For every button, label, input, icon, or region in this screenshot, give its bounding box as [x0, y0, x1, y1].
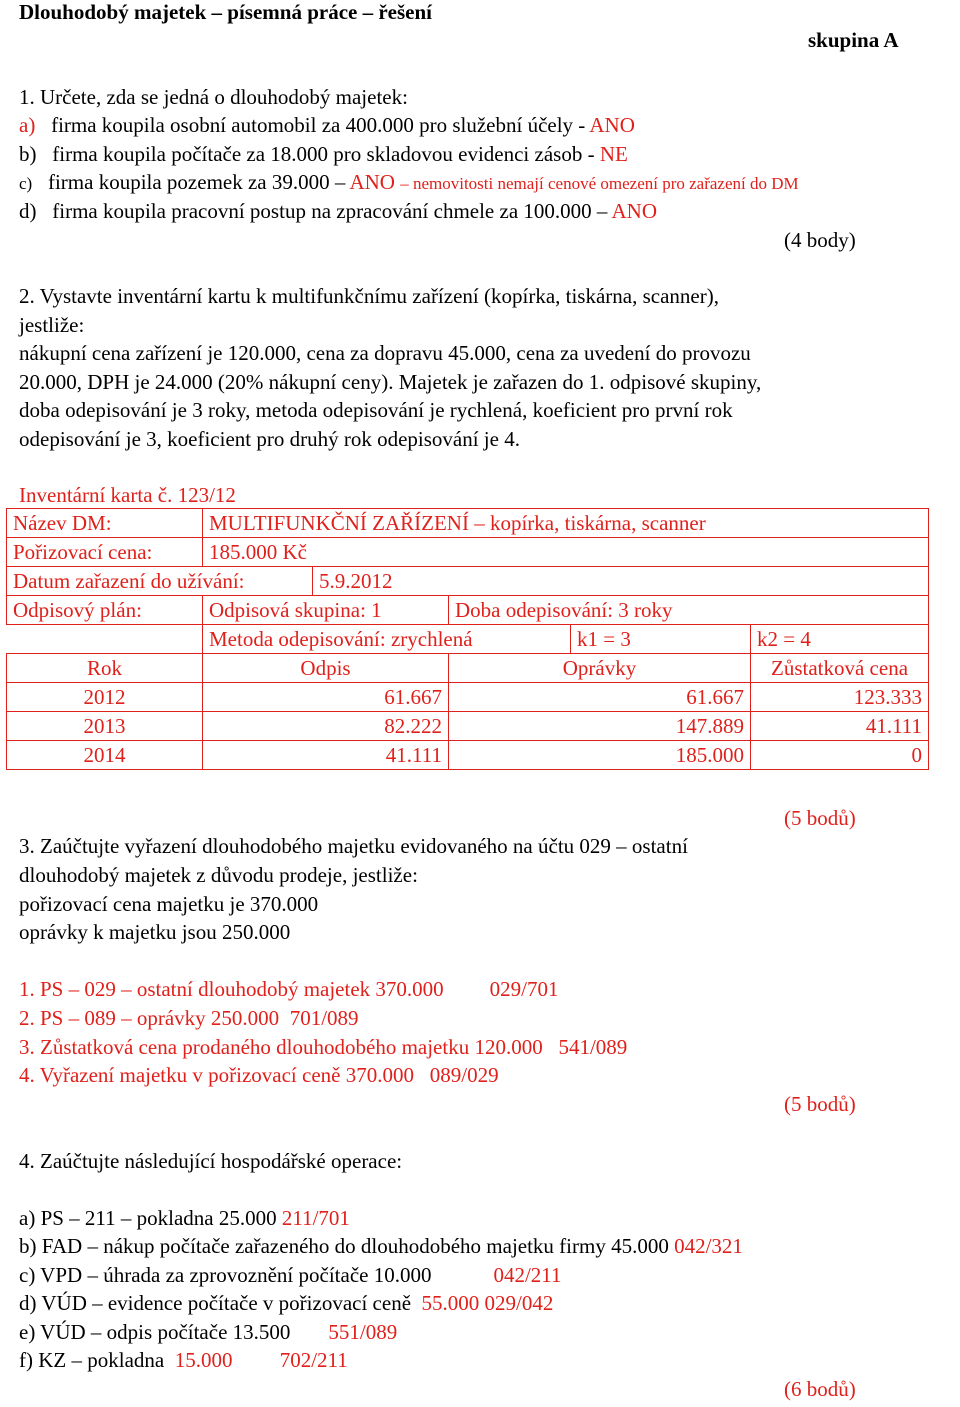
table-row: [7, 683, 929, 712]
q4-op: [19, 1234, 743, 1258]
q4-op-text: d) VÚD – evidence počítače v pořizovací ceně: [19, 1291, 412, 1315]
inventory-card: [6, 508, 929, 770]
cell-residual: 41.111: [751, 712, 929, 741]
q4-op-account: 042/211: [493, 1263, 562, 1287]
q4-op-account: 551/089: [328, 1320, 398, 1344]
q2-points: (5 bodů): [784, 806, 856, 830]
plan-label: Odpisový plán:: [7, 596, 203, 625]
q4-op: [19, 1291, 553, 1315]
q4-op-account: 042/321: [674, 1234, 743, 1258]
cost-value: 185.000 Kč: [203, 538, 929, 567]
q1-item-text: firma koupila pozemek za 39.000 –: [47, 170, 346, 194]
cell-depreciation: 61.667: [203, 683, 449, 712]
q3-points: (5 bodů): [784, 1092, 856, 1116]
q2-line: 20.000, DPH je 24.000 (20% nákupní ceny). Majetek je zařazen do 1. odpisové skupiny,: [19, 370, 762, 394]
q4-op-account: 15.000 702/211: [174, 1348, 348, 1372]
q3-entry-text: 2. PS – 089 – oprávky 250.000: [19, 1006, 280, 1030]
q1-item-answer: NE: [599, 142, 628, 166]
cell-accumulated: 61.667: [449, 683, 751, 712]
q4-op-text: b) FAD – nákup počítače zařazeného do dlouhodobého majetku firmy 45.000: [19, 1234, 669, 1258]
q4-op-text: e) VÚD – odpis počítače 13.500: [19, 1320, 291, 1344]
q1-item-label: b): [19, 142, 37, 166]
q1-item-answer: ANO: [611, 199, 657, 223]
header-depreciation: Odpis: [203, 654, 449, 683]
q1-item-text: firma koupila osobní automobil za 400.000 pro služební účely -: [51, 113, 586, 137]
group-value: Odpisová skupina: 1: [203, 596, 449, 625]
name-value: MULTIFUNKČNÍ ZAŘÍZENÍ – kopírka, tiskárna, scanner: [203, 509, 929, 538]
q4-op: [19, 1263, 562, 1287]
q3-entry-text: 4. Vyřazení majetku v pořizovací ceně 370.000: [19, 1063, 414, 1087]
table-row: [7, 741, 929, 770]
inventory-card-title: Inventární karta č. 123/12: [19, 483, 236, 507]
q2-line: 2. Vystavte inventární kartu k multifunkčnímu zařízení (kopírka, tiskárna, scanner),: [19, 284, 719, 308]
q3-entry: [19, 1006, 359, 1030]
q1-points: (4 body): [784, 228, 856, 252]
header-residual: Zůstatková cena: [751, 654, 929, 683]
header-year: Rok: [7, 654, 203, 683]
q4-op-account: 211/701: [281, 1206, 350, 1230]
cell-residual: 0: [751, 741, 929, 770]
q1-item-label: a): [19, 113, 36, 137]
header-accumulated: Oprávky: [449, 654, 751, 683]
cell-accumulated: 147.889: [449, 712, 751, 741]
q1-item-text: firma koupila počítače za 18.000 pro skladovou evidenci zásob -: [52, 142, 595, 166]
table-header-row: [7, 654, 929, 683]
q1-item-a: [19, 113, 635, 137]
date-value: 5.9.2012: [313, 567, 929, 596]
q3-entry: [19, 1063, 499, 1087]
q3-entry: [19, 977, 559, 1001]
name-label: Název DM:: [7, 509, 203, 538]
q1-item-c: [19, 170, 799, 196]
q3-line: dlouhodobý majetek z důvodu prodeje, jestliže:: [19, 863, 418, 887]
card-row-date: [7, 567, 929, 596]
q4-op: [19, 1206, 350, 1230]
q4-op-text: c) VPD – úhrada za zprovoznění počítače 10.000: [19, 1263, 432, 1287]
q1-heading: 1. Určete, zda se jedná o dlouhodobý majetek:: [19, 85, 408, 109]
table-row: [7, 712, 929, 741]
q2-line: odepisování je 3, koeficient pro druhý rok odepisování je 4.: [19, 427, 520, 451]
q3-entry-account: 701/089: [289, 1006, 359, 1030]
q1-item-d: [19, 199, 657, 223]
cell-accumulated: 185.000: [449, 741, 751, 770]
k1-value: k1 = 3: [571, 625, 751, 654]
q4-points: (6 bodů): [784, 1377, 856, 1401]
card-row-cost: [7, 538, 929, 567]
q4-op-text: a) PS – 211 – pokladna 25.000: [19, 1206, 277, 1230]
q1-item-answer: ANO: [589, 113, 635, 137]
q3-entry-account: 541/089: [558, 1035, 628, 1059]
q3-line: 3. Zaúčtujte vyřazení dlouhodobého majetku evidovaného na účtu 029 – ostatní: [19, 834, 688, 858]
q1-item-label: d): [19, 199, 37, 223]
q3-entry-text: 3. Zůstatková cena prodaného dlouhodobého majetku 120.000: [19, 1035, 543, 1059]
q2-line: nákupní cena zařízení je 120.000, cena za dopravu 45.000, cena za uvedení do provozu: [19, 341, 751, 365]
cell-year: 2013: [7, 712, 203, 741]
group-label: skupina A: [808, 28, 899, 52]
q3-entry-account: 029/701: [489, 977, 559, 1001]
method-value: Metoda odepisování: zrychlená: [203, 625, 571, 654]
q1-item-answer: ANO: [349, 170, 395, 194]
cell-depreciation: 82.222: [203, 712, 449, 741]
page-title: Dlouhodobý majetek – písemná práce – řešení: [19, 0, 432, 24]
q1-item-note: – nemovitosti nemají cenové omezení pro zařazení do DM: [400, 174, 799, 193]
cell-year: 2012: [7, 683, 203, 712]
cell-residual: 123.333: [751, 683, 929, 712]
card-row-plan: [7, 596, 929, 625]
card-row-method: [7, 625, 929, 654]
q2-line: doba odepisování je 3 roky, metoda odepisování je rychlená, koeficient pro první rok: [19, 398, 733, 422]
q3-entry: [19, 1035, 627, 1059]
q3-entry-text: 1. PS – 029 – ostatní dlouhodobý majetek 370.000: [19, 977, 444, 1001]
q1-item-b: [19, 142, 628, 166]
cell-year: 2014: [7, 741, 203, 770]
q4-op: [19, 1348, 348, 1372]
period-value: Doba odepisování: 3 roky: [449, 596, 929, 625]
date-label: Datum zařazení do užívání:: [7, 567, 313, 596]
q4-op-account: 55.000 029/042: [421, 1291, 554, 1315]
q4-op-text: f) KZ – pokladna: [19, 1348, 165, 1372]
cost-label: Pořizovací cena:: [7, 538, 203, 567]
q4-heading: 4. Zaúčtujte následující hospodářské operace:: [19, 1149, 403, 1173]
q3-line: oprávky k majetku jsou 250.000: [19, 920, 291, 944]
cell-depreciation: 41.111: [203, 741, 449, 770]
q1-item-text: firma koupila pracovní postup na zpracování chmele za 100.000 –: [52, 199, 608, 223]
q4-op: [19, 1320, 397, 1344]
q1-item-label: c): [19, 174, 33, 193]
q2-line: jestliže:: [19, 313, 85, 337]
q3-entry-account: 089/029: [429, 1063, 499, 1087]
k2-value: k2 = 4: [751, 625, 929, 654]
card-row-name: [7, 509, 929, 538]
q3-line: pořizovací cena majetku je 370.000: [19, 892, 319, 916]
